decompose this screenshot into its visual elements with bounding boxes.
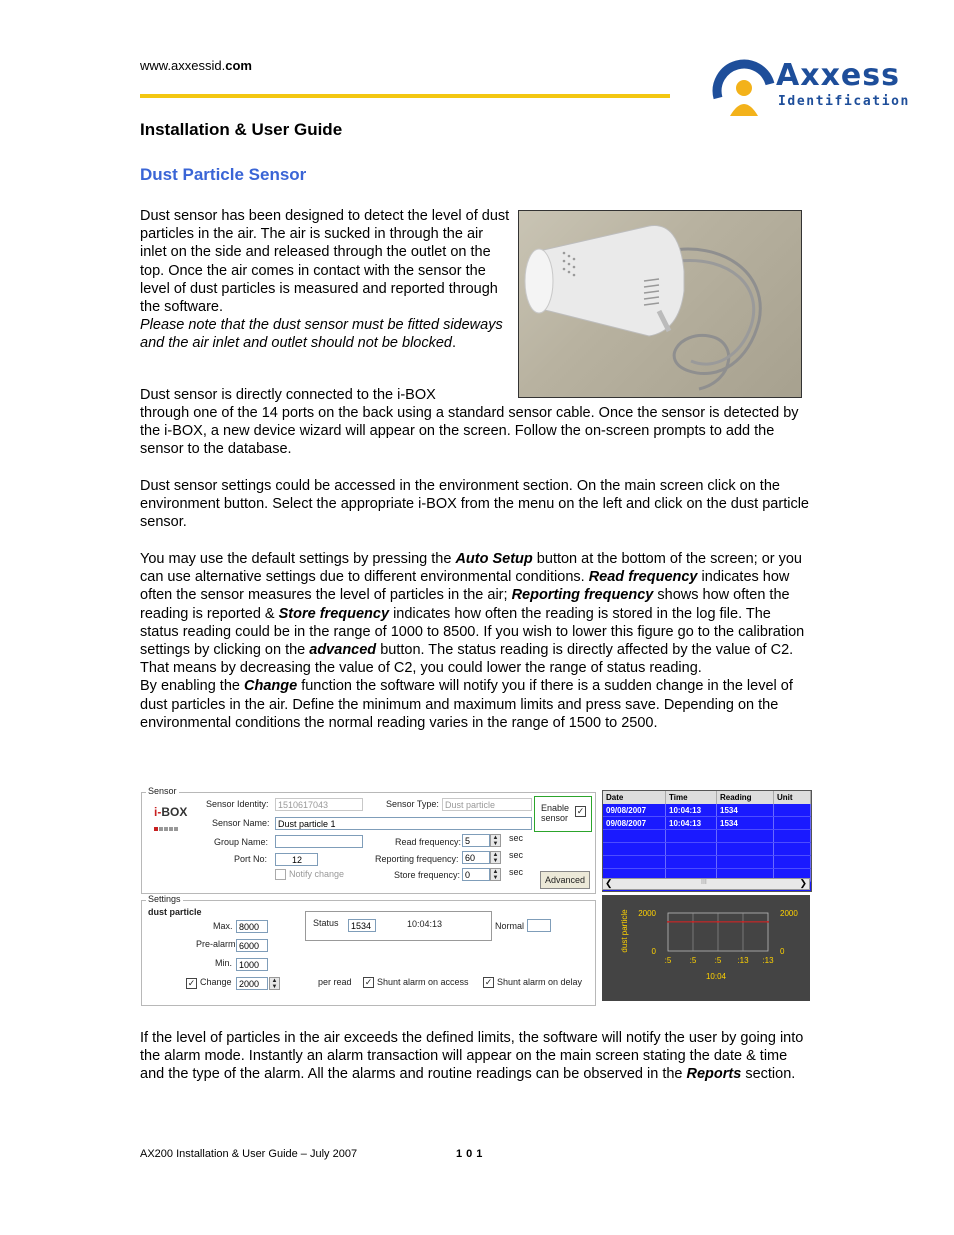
y-tick-left: 2000: [638, 909, 656, 918]
store-frequency-field[interactable]: 0: [462, 868, 490, 881]
shunt-delay-label: Shunt alarm on delay: [497, 977, 583, 987]
store-frequency-keyword: Store frequency: [278, 605, 390, 622]
logo-subtitle: Identification: [778, 94, 910, 109]
max-label: Max.: [213, 921, 233, 931]
sensor-name-label: Sensor Name:: [212, 818, 270, 828]
max-field[interactable]: 8000: [236, 920, 268, 933]
scroll-thumb[interactable]: III: [701, 879, 707, 886]
auto-setup-keyword: Auto Setup: [455, 551, 533, 567]
shunt-access-label: Shunt alarm on access: [377, 977, 469, 987]
table-row: [603, 843, 811, 856]
section-title: Dust Particle Sensor: [140, 165, 307, 184]
readings-header-row: [603, 791, 811, 804]
alarm-paragraph: If the level of particles in the air exceeds the defined limits, the software will notify the user by going into the alarm mode. Instantly an alarm transaction will appear on the main screen stating the date & time and the type of the alarm. All the alarms and routine readings can be observed in the Reports section.: [140, 1030, 804, 1083]
page-number: 101: [456, 1148, 487, 1160]
shunt-delay-checkbox[interactable]: ✓: [484, 977, 493, 987]
sensor-type-label: Sensor Type:: [386, 799, 439, 809]
data-point: [667, 921, 669, 923]
fitting-note: Please note that the dust sensor must be fitted sideways and the air inlet and outlet should not be blocked: [140, 317, 503, 352]
advanced-keyword: advanced: [309, 642, 377, 659]
normal-field: [527, 919, 551, 932]
store-frequency-label: Store frequency:: [394, 870, 461, 880]
status-box: [305, 911, 492, 941]
dust-sensor-photo: [518, 210, 802, 398]
x-tick: :5: [714, 956, 722, 965]
table-row[interactable]: 09/08/2007 10:04:13 1534: [603, 817, 811, 830]
change-label: Change: [200, 977, 232, 987]
x-tick: :5: [664, 956, 672, 965]
horizontal-scrollbar[interactable]: [602, 878, 810, 890]
connection-paragraph: through one of the 14 ports on the back using a standard sensor cable. Once the sensor is detected by the i-BOX, a new device wizard will appear on the screen. Follow the on-screen prompts to add the sensor to the database.: [140, 405, 799, 458]
x-tick: :13: [737, 956, 749, 965]
read-frequency-spinner[interactable]: ▲ ▼: [490, 834, 501, 847]
x-tick: :13: [762, 956, 774, 965]
scroll-left-icon[interactable]: ❮: [605, 878, 613, 888]
y-tick-right: 2000: [780, 909, 798, 918]
sensor-type-field[interactable]: Dust particle: [442, 798, 532, 811]
logo-wordmark: Axxess: [776, 58, 900, 93]
status-time: 10:04:13: [407, 919, 443, 929]
notify-change-checkbox[interactable]: [275, 869, 286, 880]
chart-ylabel: dust particle: [620, 909, 629, 953]
read-frequency-unit: sec: [509, 833, 524, 843]
sensor-settings-panel: [140, 786, 596, 1006]
scroll-right-icon[interactable]: ❯: [799, 878, 807, 888]
dust-particle-label: dust particle: [148, 907, 202, 917]
prealarm-label: Pre-alarm: [196, 939, 236, 949]
status-label: Status: [313, 918, 339, 928]
footer-document-title: AX200 Installation & User Guide – July 2007: [140, 1148, 358, 1160]
group-name-field[interactable]: [275, 835, 363, 848]
settings-group: Settings dust particle Max. 8000 Pre-alarm 6000 Min. 1000 ✓ Change 2000 ▲ ▼ Status 1534 10:04:13 Normal per read ✓ Shunt alarm on access ✓ Shunt alarm on delay: [141, 900, 596, 1006]
reporting-frequency-unit: sec: [509, 850, 524, 860]
read-frequency-label: Read frequency:: [395, 837, 462, 847]
website-url[interactable]: www.axxessid.com: [140, 58, 252, 73]
table-row[interactable]: 09/08/2007 10:04:13 1534: [603, 804, 811, 817]
col-reading[interactable]: Reading: [717, 791, 774, 804]
guide-title: Installation & User Guide: [140, 120, 343, 139]
store-frequency-unit: sec: [509, 867, 524, 877]
enable-sensor-label: Enable sensor: [541, 803, 570, 823]
min-label: Min.: [215, 958, 233, 968]
change-keyword: Change: [244, 678, 298, 695]
chart-xlabel: 10:04: [705, 972, 727, 981]
data-point: [717, 921, 719, 923]
x-tick: :5: [689, 956, 697, 965]
sensor-identity-label: Sensor Identity:: [206, 799, 269, 809]
data-point: [767, 921, 769, 923]
min-field[interactable]: 1000: [236, 958, 268, 971]
readings-table: [602, 790, 812, 892]
shunt-access-checkbox[interactable]: ✓: [364, 977, 373, 987]
reports-keyword: Reports: [686, 1066, 742, 1083]
reporting-frequency-field[interactable]: 60: [462, 851, 490, 864]
notify-change-label: Notify change: [289, 869, 345, 879]
settings-access-paragraph: Dust sensor settings could be accessed in the environment section. On the main screen click on the environment button. Select the appropriate i-BOX from the menu on the left and click on the dust particle sensor.: [140, 478, 809, 531]
logo-person-icon: [712, 54, 782, 118]
port-no-field[interactable]: 12: [275, 853, 318, 866]
connection-paragraph-line1: Dust sensor is directly connected to the i-BOX: [140, 387, 436, 403]
change-field[interactable]: 2000: [236, 977, 268, 990]
header-rule: [140, 94, 670, 98]
status-field: 1534: [348, 919, 376, 932]
prealarm-field[interactable]: 6000: [236, 939, 268, 952]
y-tick-left: 0: [651, 947, 656, 956]
read-frequency-field[interactable]: 5: [462, 834, 490, 847]
ibox-logo: i-BOX: [154, 805, 187, 834]
intro-paragraph: Dust sensor has been designed to detect the level of dust particles in the air. The air is sucked in through the air inlet on the side and released through the outlet on the top. Once the air comes in contact with the sensor the level of dust particles is measured and reported through the software. Please note that the dust sensor must be fitted sideways and the air inlet and outlet should not be blocked.: [140, 208, 510, 352]
reporting-frequency-keyword: Reporting frequency: [511, 587, 654, 604]
group-name-label: Group Name:: [214, 837, 269, 847]
settings-explanation-paragraph: You may use the default settings by pressing the Auto Setup button at the bottom of the screen; or you can use alternative settings due to different environmental conditions. Read frequency indicates how often the sensor measures the level of particles in the air; Reporting frequency shows how often the reading is reported & Store frequency indicates how often the reading is stored in the log file. The status reading could be in the range of 1000 to 8500. If you wish to lower this figure go to the calibration settings by clicking on the advanced button. The status reading is directly affected by the value of C2. That means by decreasing the value of C2, you could lower the range of status reading. By enabling the Change function the software will notify you if there is a sudden change in the level of dust particles in the air. Define the minimum and maximum limits and press save. Depending on the environmental conditions the normal reading varies in the range of 1500 to 2500.: [140, 551, 805, 731]
col-date[interactable]: Date: [603, 791, 666, 804]
sensor-name-field[interactable]: Dust particle 1: [275, 817, 532, 830]
col-time[interactable]: Time: [666, 791, 717, 804]
per-read-label: per read: [318, 977, 352, 987]
data-point: [692, 921, 694, 923]
dust-particle-chart: [602, 895, 810, 1001]
chart-svg: [602, 895, 810, 1001]
axxess-logo: [712, 54, 910, 118]
reporting-frequency-spinner[interactable]: ▲ ▼: [490, 851, 501, 864]
read-frequency-keyword: Read frequency: [588, 569, 698, 586]
enable-sensor-checkbox[interactable]: ✓: [576, 806, 585, 816]
reporting-frequency-label: Reporting frequency:: [375, 854, 459, 864]
sensor-identity-field[interactable]: 1510617043: [275, 798, 363, 811]
data-point: [742, 921, 744, 923]
advanced-button[interactable]: Advanced: [540, 871, 590, 889]
store-frequency-spinner[interactable]: ▲ ▼: [490, 868, 501, 881]
chart-grid: [668, 913, 768, 951]
col-unit[interactable]: Unit: [774, 791, 811, 804]
sensor-group: Sensor i-BOX Sensor Identity: 1510617043 Sensor Name: Dust particle 1 Sensor Type: Dust particle Enable sensor ✓ Group Name: Port No: 12 Notify change Read frequency: 5 ▲ ▼ sec Reporting frequency: 60 ▲ ▼ sec Store frequency: 0 ▲ ▼ sec Advanced: [141, 792, 596, 894]
table-row: [603, 856, 811, 869]
change-spinner[interactable]: ▲ ▼: [269, 977, 280, 990]
table-row: [603, 830, 811, 843]
port-no-label: Port No:: [234, 854, 268, 864]
change-checkbox[interactable]: ✓: [187, 978, 196, 988]
normal-label: Normal: [495, 921, 525, 931]
enable-sensor-box: [534, 796, 592, 832]
y-tick-right: 0: [780, 947, 785, 956]
